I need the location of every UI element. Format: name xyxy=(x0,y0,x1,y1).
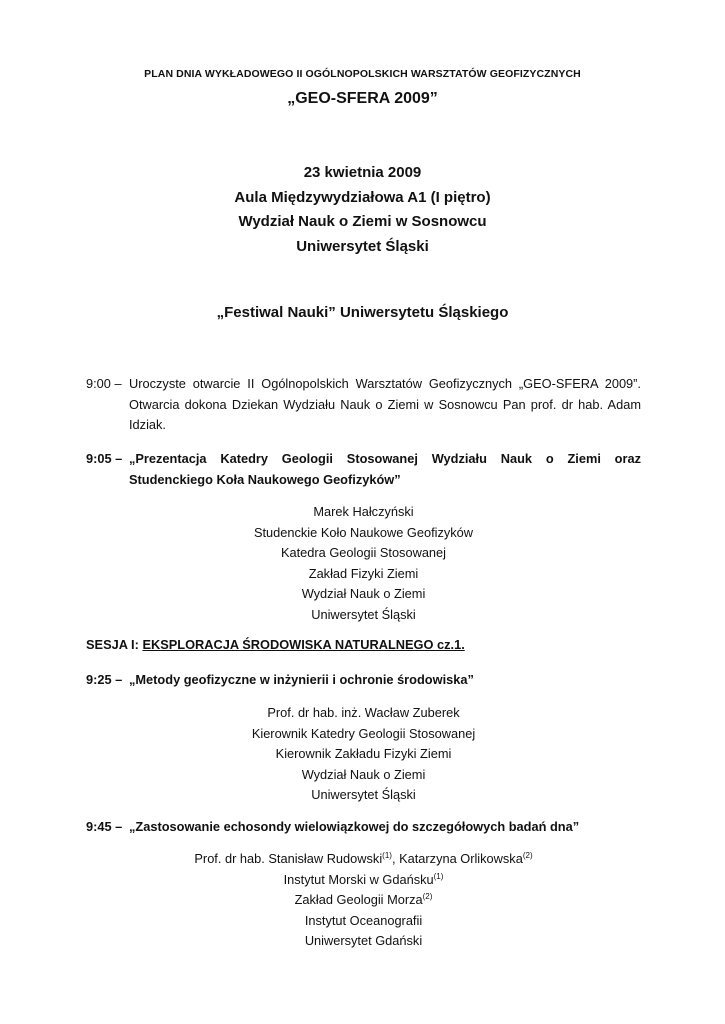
author-name: Katarzyna Orlikowska xyxy=(399,851,523,866)
speaker-line: Kierownik Zakładu Fizyki Ziemi xyxy=(275,746,452,761)
speaker-line: Katedra Geologii Stosowanej xyxy=(280,545,447,560)
document-title: „GEO-SFERA 2009” xyxy=(287,90,438,107)
speaker-line: Kierownik Katedry Geologii Stosowanej xyxy=(251,725,476,741)
festival-title: „Festiwal Nauki” Uniwersytetu Śląskiego xyxy=(216,304,509,321)
agenda-time: 9:00 – xyxy=(86,376,122,391)
agenda-item-methods xyxy=(86,670,641,691)
speaker-line: Uniwersytet Śląski xyxy=(311,606,416,622)
speaker-line: Wydział Nauk o Ziemi xyxy=(301,586,426,601)
session-name: EKSPLORACJA ŚRODOWISKA NATURALNEGO cz.1. xyxy=(142,637,465,652)
speaker-block xyxy=(86,849,641,952)
agenda-title: „Metody geofizyczne w inżynierii i ochronie środowiska” xyxy=(129,672,474,687)
agenda-time: 9:45 – xyxy=(86,819,123,834)
author-separator: , xyxy=(391,851,400,866)
speaker-line: Studenckie Koło Naukowe Geofizyków xyxy=(253,524,474,540)
event-date: 23 kwietnia 2009 xyxy=(303,164,422,181)
event-faculty: Wydział Nauk o Ziemi w Sosnowcu xyxy=(238,213,487,230)
speaker-block xyxy=(86,502,641,625)
affiliation-marker: (2) xyxy=(422,892,433,901)
agenda-item-presentation xyxy=(86,449,641,490)
speaker-line: Marek Hałczyński xyxy=(313,504,414,519)
affiliation-marker: (1) xyxy=(382,851,392,860)
speaker-line xyxy=(86,849,641,870)
affiliation-name: Zakład Geologii Morza xyxy=(294,892,423,907)
agenda-item-opening xyxy=(86,374,641,436)
author-name: Prof. dr hab. Stanisław Rudowski xyxy=(194,851,383,866)
speaker-line: Wydział Nauk o Ziemi xyxy=(301,766,426,782)
event-university: Uniwersytet Śląski xyxy=(296,237,429,255)
speaker-block xyxy=(86,703,641,806)
event-hall: Aula Międzywydziałowa A1 (I piętro) xyxy=(234,188,491,206)
speaker-line xyxy=(86,890,641,911)
agenda-title: „Prezentacja Katedry Geologii Stosowanej Wydziału Nauk o Ziemi oraz Studenckiego Koła Naukowego Geofizyków” xyxy=(129,451,641,487)
document-subtitle: PLAN DNIA WYKŁADOWEGO II OGÓLNOPOLSKICH WARSZTATÓW GEOFIZYCZNYCH xyxy=(144,68,581,80)
agenda-time: 9:05 – xyxy=(86,451,123,466)
agenda-time: 9:25 – xyxy=(86,672,123,687)
agenda-title: „Zastosowanie echosondy wielowiązkowej do szczegółowych badań dna” xyxy=(129,819,580,834)
event-info xyxy=(0,161,725,259)
speaker-line: Instytut Oceanografii xyxy=(304,912,423,928)
speaker-line: Uniwersytet Śląski xyxy=(311,787,416,802)
session-heading xyxy=(86,637,465,652)
agenda-item-echosounder xyxy=(86,817,641,838)
session-prefix: SESJA I: xyxy=(86,637,139,652)
affiliation-marker: (2) xyxy=(522,851,533,860)
speaker-line: Prof. dr hab. inż. Wacław Zuberek xyxy=(267,705,460,720)
affiliation-name: Instytut Morski w Gdańsku xyxy=(283,871,434,887)
speaker-line: Zakład Fizyki Ziemi xyxy=(308,565,419,581)
speaker-line xyxy=(86,870,641,891)
affiliation-marker: (1) xyxy=(433,871,444,881)
speaker-line: Uniwersytet Gdański xyxy=(304,933,423,948)
agenda-text: Uroczyste otwarcie II Ogólnopolskich Warsztatów Geofizycznych „GEO-SFERA 2009”. Otwarcia dokona Dziekan Wydziału Nauk o Ziemi w Sosnowcu Pan prof. dr hab. Adam Idziak. xyxy=(129,376,641,432)
